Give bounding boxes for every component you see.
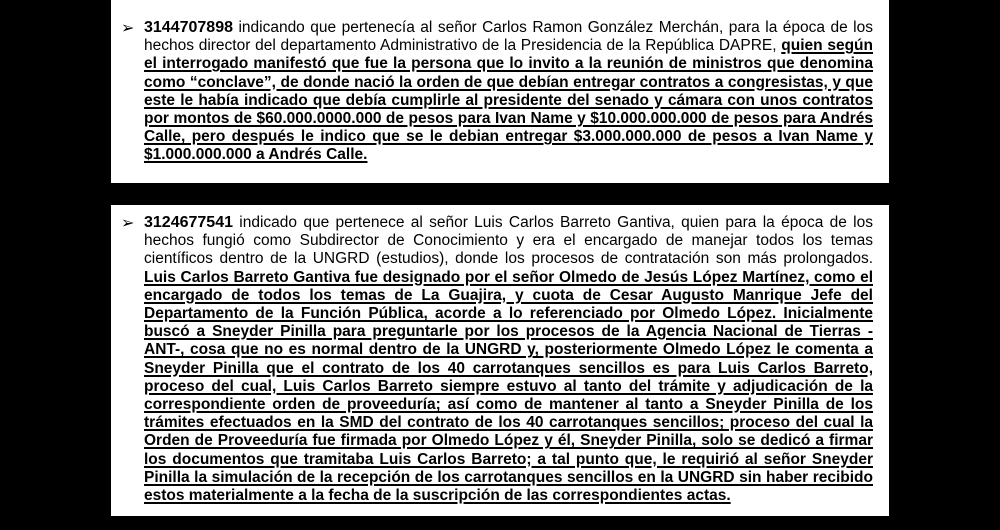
highlighted-statement: Luis Carlos Barreto Gantiva fue designado por el señor Olmedo de Jesús López Martínez, como el encargado de todos los temas de La Guajira, y cuota de Cesar Augusto Manrique Jefe del Departamento de la Función Pública, acorde a lo referenciado por Olmedo López. Inicialmente buscó a Sneyder Pinilla para preguntarle por los procesos de la Agencia Nacional de Tierras -ANT-, cosa que no es normal dentro de la UNGRD y, posteriormente Olmedo López le comenta a Sneyder Pinilla que el contrato de los 40 carrotanques sencillos es para Luis Carlos Barreto, proceso del cual, Luis Carlos Barreto siempre estuvo al tanto del trámite y adjudicación de la correspondiente orden de proveeduría; así como de mantener al tanto a Sneyder Pinilla de los trámites efectuados en la SMD del contrato de los 40 carrotanques sencillos; proceso del cual la Orden de Proveeduría fue firmada por Olmedo López y él, Sneyder Pinilla, solo se dedicó a firmar los documentos que tramitaba Luis Carlos Barreto; a tal punto que, le requirió al señor Sneyder Pinilla la simulación de la recepción de los carrotanques sencillos en la UNGRD sin haber recibido estos materialmente a la fecha de la suscripción de las correspondientes actas. — [144, 268, 873, 505]
bullet-arrow-icon: ➢ — [121, 213, 135, 232]
bullet-arrow-icon: ➢ — [121, 18, 135, 37]
phone-number: 3124677541 — [144, 214, 233, 231]
phone-number: 3144707898 — [144, 19, 233, 36]
entry-intro-text: indicando que pertenecía al señor Carlos Ramon González Merchán, para la época de los hechos director del departamento Administrativo de la Presidencia de la República DAPRE, — [144, 19, 873, 55]
entry-paragraph-1 — [144, 19, 873, 165]
document-excerpt-2 — [111, 205, 889, 516]
document-excerpt-1 — [111, 0, 889, 183]
entry-intro-text: indicado que pertenece al señor Luis Carlos Barreto Gantiva, quien para la época de los hechos fungió como Subdirector de Conocimiento y era el encargado de manejar todos los temas científicos dentro de la UNGRD (estudios), donde los procesos de contratación son más prolongados. — [144, 214, 873, 268]
highlighted-statement: quien según el interrogado manifestó que fue la persona que lo invito a la reunión de ministros que denomina como “conclave”, de donde nació la orden de que debían entregar contratos a congresistas, y que este le había indicado que debía cumplirle al presidente del senado y cámara con unos contratos por montos de $60.000.0000.000 de pesos para Ivan Name y $10.000.000.000 de pesos para Andrés Calle, pero después le indico que se le debian entregar $3.000.000.000 de pesos a Ivan Name y $1.000.000.000 a Andrés Calle. — [144, 37, 873, 164]
entry-paragraph-2 — [144, 214, 873, 505]
